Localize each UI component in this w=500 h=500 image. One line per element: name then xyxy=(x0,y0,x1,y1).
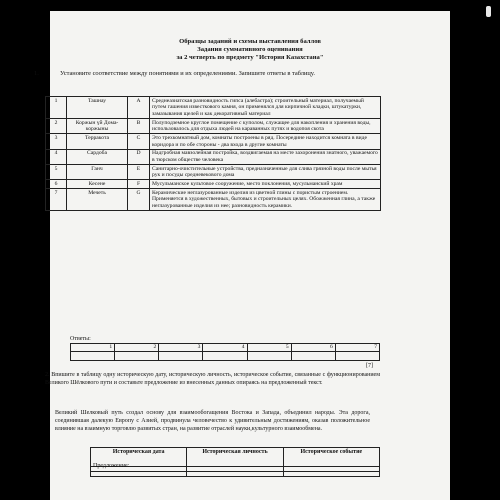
answer-number: 5 xyxy=(247,344,291,352)
letter-cell: D xyxy=(128,149,150,164)
term-cell: Ташнау xyxy=(67,97,128,119)
match-row xyxy=(46,189,381,211)
definition-cell: Полуподземное круглое помещение с куполом, служащее для накопления и хранения воды, использовалось для отдыха людей на караванных путях и водопоя скота xyxy=(150,118,381,133)
row-number: 3 xyxy=(46,134,67,149)
term-cell: Сардоба xyxy=(67,149,128,164)
answer-number: 3 xyxy=(159,344,203,352)
term-cell: Кесене xyxy=(67,180,128,189)
answer-cell[interactable] xyxy=(71,352,115,361)
match-row xyxy=(46,134,381,149)
answer-number: 2 xyxy=(115,344,159,352)
answer-number: 7 xyxy=(335,344,379,352)
task-1-text: Установите соответствие между понятиями и их определениями. Запишите ответы в таблицу. xyxy=(60,70,315,77)
task-2-text: 2. Впишите в таблицу одну историческую дату, историческую личность, историческое событие, связанные с функционированием Великого Шёлкового пути и составьте предложение из внесенных данных опираясь на предложенный текст. xyxy=(45,372,380,386)
definition-cell: Санитарно-очистительные устройства, предназначенные для слива грязной воды после мытья рук и посуды средневекового дома xyxy=(150,165,381,180)
answers-label: Ответы: xyxy=(70,336,91,342)
passage-text: Великий Шелковый путь создал основу для взаимообогащения Востока и Запада, объединил народы. Эта дорога, соединившая далекую Европу с Азией, продвинула человечество к удивительным достижениям, оказав положительное влияние на взаимную торговлю развитых стран, на развитие отраслей науки,культурного взаимообмена. xyxy=(55,410,370,432)
definition-cell: Керамические неглазурованные изделия из цветной глины с пористым строением. Применяется в художественных, бытовых и строительных целях. Обожженная глина, а также неглазурованные изделия из нее; разновидность керамики. xyxy=(150,189,381,211)
row-number: 5 xyxy=(46,165,67,180)
match-row xyxy=(46,149,381,164)
task-1 xyxy=(34,70,380,78)
term-cell: Терракота xyxy=(67,134,128,149)
task-1-score: [7] xyxy=(366,363,373,369)
answer-cell[interactable] xyxy=(335,352,379,361)
answer-cell[interactable] xyxy=(159,352,203,361)
col-historical-person: Историческая личность xyxy=(187,448,283,467)
task-1-number: 1. xyxy=(34,70,39,77)
answer-cell[interactable] xyxy=(203,352,247,361)
letter-cell: E xyxy=(128,165,150,180)
answer-cell[interactable] xyxy=(291,352,335,361)
answer-cell[interactable] xyxy=(115,352,159,361)
row-number: 4 xyxy=(46,149,67,164)
row-number: 1 xyxy=(46,97,67,119)
scrollbar-thumb[interactable] xyxy=(486,6,491,17)
row-number: 6 xyxy=(46,180,67,189)
definition-cell: Надгробная мавзолейная постройка, воздвигаемая на месте захоронения знатного, уважаемого в тюрском обществе человека xyxy=(150,149,381,164)
definition-cell: Среднеазиатская разновидность гипса (алебастра); строительный материал, получаемый путем гашения известкового камня, он применялся для кирпичной кладки, штукатурки, замазывания щелей и как декоративный материал xyxy=(150,97,381,119)
letter-cell: A xyxy=(128,97,150,119)
definition-cell: Это трехкомнатный дом, комнаты построены в ряд. Посередине находится комната в виде коридора и по обе стороны - два входа в другие комнаты xyxy=(150,134,381,149)
header-line-3: за 2 четверть по предмету "История Казахстана" xyxy=(176,54,324,61)
match-row xyxy=(46,97,381,119)
definition-cell: Мусульманское культовое сооружение, место поклонения, мусульманский храм xyxy=(150,180,381,189)
letter-cell: B xyxy=(128,118,150,133)
row-number: 7 xyxy=(46,189,67,211)
sentence-label: Предложение: xyxy=(90,462,380,472)
match-row xyxy=(46,180,381,189)
letter-cell: F xyxy=(128,180,150,189)
header-line-2: Задания суммативного оценивания xyxy=(197,46,303,53)
col-historical-date: Историческая дата xyxy=(91,448,187,467)
term-cell: Коржын үй Дома-коржыны xyxy=(67,118,128,133)
answer-number: 6 xyxy=(291,344,335,352)
answer-number: 4 xyxy=(203,344,247,352)
answers-table xyxy=(70,343,380,361)
col-historical-event: Историческое событие xyxy=(283,448,379,467)
letter-cell: C xyxy=(128,134,150,149)
matching-table xyxy=(45,96,381,211)
term-cell: Мечеть xyxy=(67,189,128,211)
answer-cell[interactable] xyxy=(247,352,291,361)
row-number: 2 xyxy=(46,118,67,133)
match-row xyxy=(46,118,381,133)
match-row xyxy=(46,165,381,180)
term-cell: Ганч xyxy=(67,165,128,180)
header-line-1: Образцы заданий и схемы выставления баллов xyxy=(179,38,321,45)
sentence-divider xyxy=(90,471,380,472)
answer-number: 1 xyxy=(71,344,115,352)
letter-cell: G xyxy=(128,189,150,211)
